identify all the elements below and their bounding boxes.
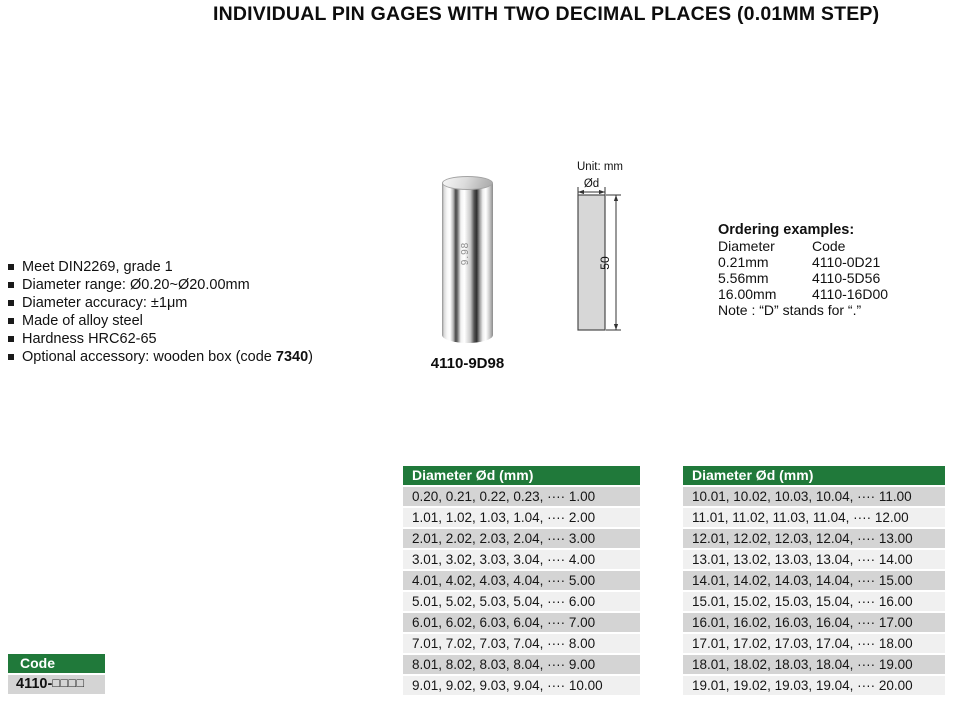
table-header: Diameter Ød (mm)	[683, 466, 945, 485]
table-row: 15.01, 15.02, 15.03, 15.04, ···· 16.00	[683, 592, 945, 611]
feature-text: Made of alloy steel	[22, 313, 143, 329]
ordering-code-cell: 4110-5D56	[812, 270, 881, 286]
ordering-examples	[718, 222, 928, 318]
feature-item	[8, 276, 313, 294]
bullet-icon	[8, 336, 14, 342]
ordering-code-cell: 4110-0D21	[812, 254, 881, 270]
pin-size-marking: 9.98	[460, 241, 471, 266]
pin-top-cap	[442, 176, 493, 190]
bullet-icon	[8, 300, 14, 306]
ordering-table	[718, 238, 928, 302]
bullet-icon	[8, 264, 14, 270]
table-row: 10.01, 10.02, 10.03, 10.04, ···· 11.00	[683, 487, 945, 506]
feature-text: Hardness HRC62-65	[22, 331, 157, 347]
feature-text	[22, 348, 313, 366]
table-row: 0.20, 0.21, 0.22, 0.23, ···· 1.00	[403, 487, 640, 506]
ordering-heading: Ordering examples:	[718, 222, 855, 238]
feature-list	[8, 258, 313, 366]
table-row: 12.01, 12.02, 12.03, 12.04, ···· 13.00	[683, 529, 945, 548]
model-code-label: 4110-9D98	[430, 355, 505, 372]
diameter-table-2	[683, 466, 945, 697]
table-row: 3.01, 3.02, 3.03, 3.04, ···· 4.00	[403, 550, 640, 569]
table-row: 4.01, 4.02, 4.03, 4.04, ···· 5.00	[403, 571, 640, 590]
feature-text-part: )	[308, 349, 314, 365]
table-row: 16.01, 16.02, 16.03, 16.04, ···· 17.00	[683, 613, 945, 632]
table-row: 13.01, 13.02, 13.03, 13.04, ···· 14.00	[683, 550, 945, 569]
table-header: Diameter Ød (mm)	[403, 466, 640, 485]
feature-item	[8, 258, 313, 276]
table-row: 1.01, 1.02, 1.03, 1.04, ···· 2.00	[403, 508, 640, 527]
bullet-icon	[8, 282, 14, 288]
table-rows	[683, 487, 945, 695]
table-row: 5.01, 5.02, 5.03, 5.04, ···· 6.00	[403, 592, 640, 611]
feature-text-part: Optional accessory: wooden box (code	[22, 349, 276, 365]
diameter-dim-label: Ød	[583, 178, 600, 190]
table-row: 8.01, 8.02, 8.03, 8.04, ···· 9.00	[403, 655, 640, 674]
ordering-note: Note : “D” stands for “.”	[718, 302, 862, 318]
feature-text: Diameter accuracy: ±1μm	[22, 295, 188, 311]
ordering-col-code: Code	[812, 238, 846, 254]
ordering-diameter-cell: 5.56mm	[718, 270, 769, 286]
diameter-table-1	[403, 466, 640, 697]
unit-label: Unit: mm	[577, 161, 623, 173]
code-prefix: 4110-	[16, 676, 53, 692]
table-row: 14.01, 14.02, 14.03, 14.04, ···· 15.00	[683, 571, 945, 590]
pin-gage-photo	[442, 176, 493, 343]
table-row: 19.01, 19.02, 19.03, 19.04, ···· 20.00	[683, 676, 945, 695]
ordering-col-diameter: Diameter	[718, 238, 775, 254]
feature-item	[8, 312, 313, 330]
ordering-diameter-cell: 16.00mm	[718, 286, 777, 302]
technical-drawing	[558, 153, 638, 343]
table-row: 11.01, 11.02, 11.03, 11.04, ···· 12.00	[683, 508, 945, 527]
code-placeholder-boxes: □□□□	[52, 676, 85, 690]
accessory-code: 7340	[275, 349, 309, 365]
feature-item	[8, 294, 313, 312]
feature-text: Meet DIN2269, grade 1	[22, 259, 173, 275]
bullet-icon	[8, 354, 14, 360]
table-row: 6.01, 6.02, 6.03, 6.04, ···· 7.00	[403, 613, 640, 632]
ordering-code-cell: 4110-16D00	[812, 286, 889, 302]
ordering-diameter-cell: 0.21mm	[718, 254, 769, 270]
table-row: 7.01, 7.02, 7.03, 7.04, ···· 8.00	[403, 634, 640, 653]
table-row: 17.01, 17.02, 17.03, 17.04, ···· 18.00	[683, 634, 945, 653]
table-row: 9.01, 9.02, 9.03, 9.04, ···· 10.00	[403, 676, 640, 695]
code-pattern	[8, 675, 105, 694]
code-box-header: Code	[8, 654, 105, 673]
bullet-icon	[8, 318, 14, 324]
feature-item	[8, 330, 313, 348]
table-row: 2.01, 2.02, 2.03, 2.04, ···· 3.00	[403, 529, 640, 548]
table-row: 18.01, 18.02, 18.03, 18.04, ···· 19.00	[683, 655, 945, 674]
page-title: INDIVIDUAL PIN GAGES WITH TWO DECIMAL PLACES (0.01MM STEP)	[213, 3, 880, 25]
feature-item	[8, 348, 313, 366]
table-rows	[403, 487, 640, 695]
length-dim-label: 50	[598, 256, 612, 270]
feature-text: Diameter range: Ø0.20~Ø20.00mm	[22, 277, 250, 293]
code-box	[8, 654, 105, 694]
